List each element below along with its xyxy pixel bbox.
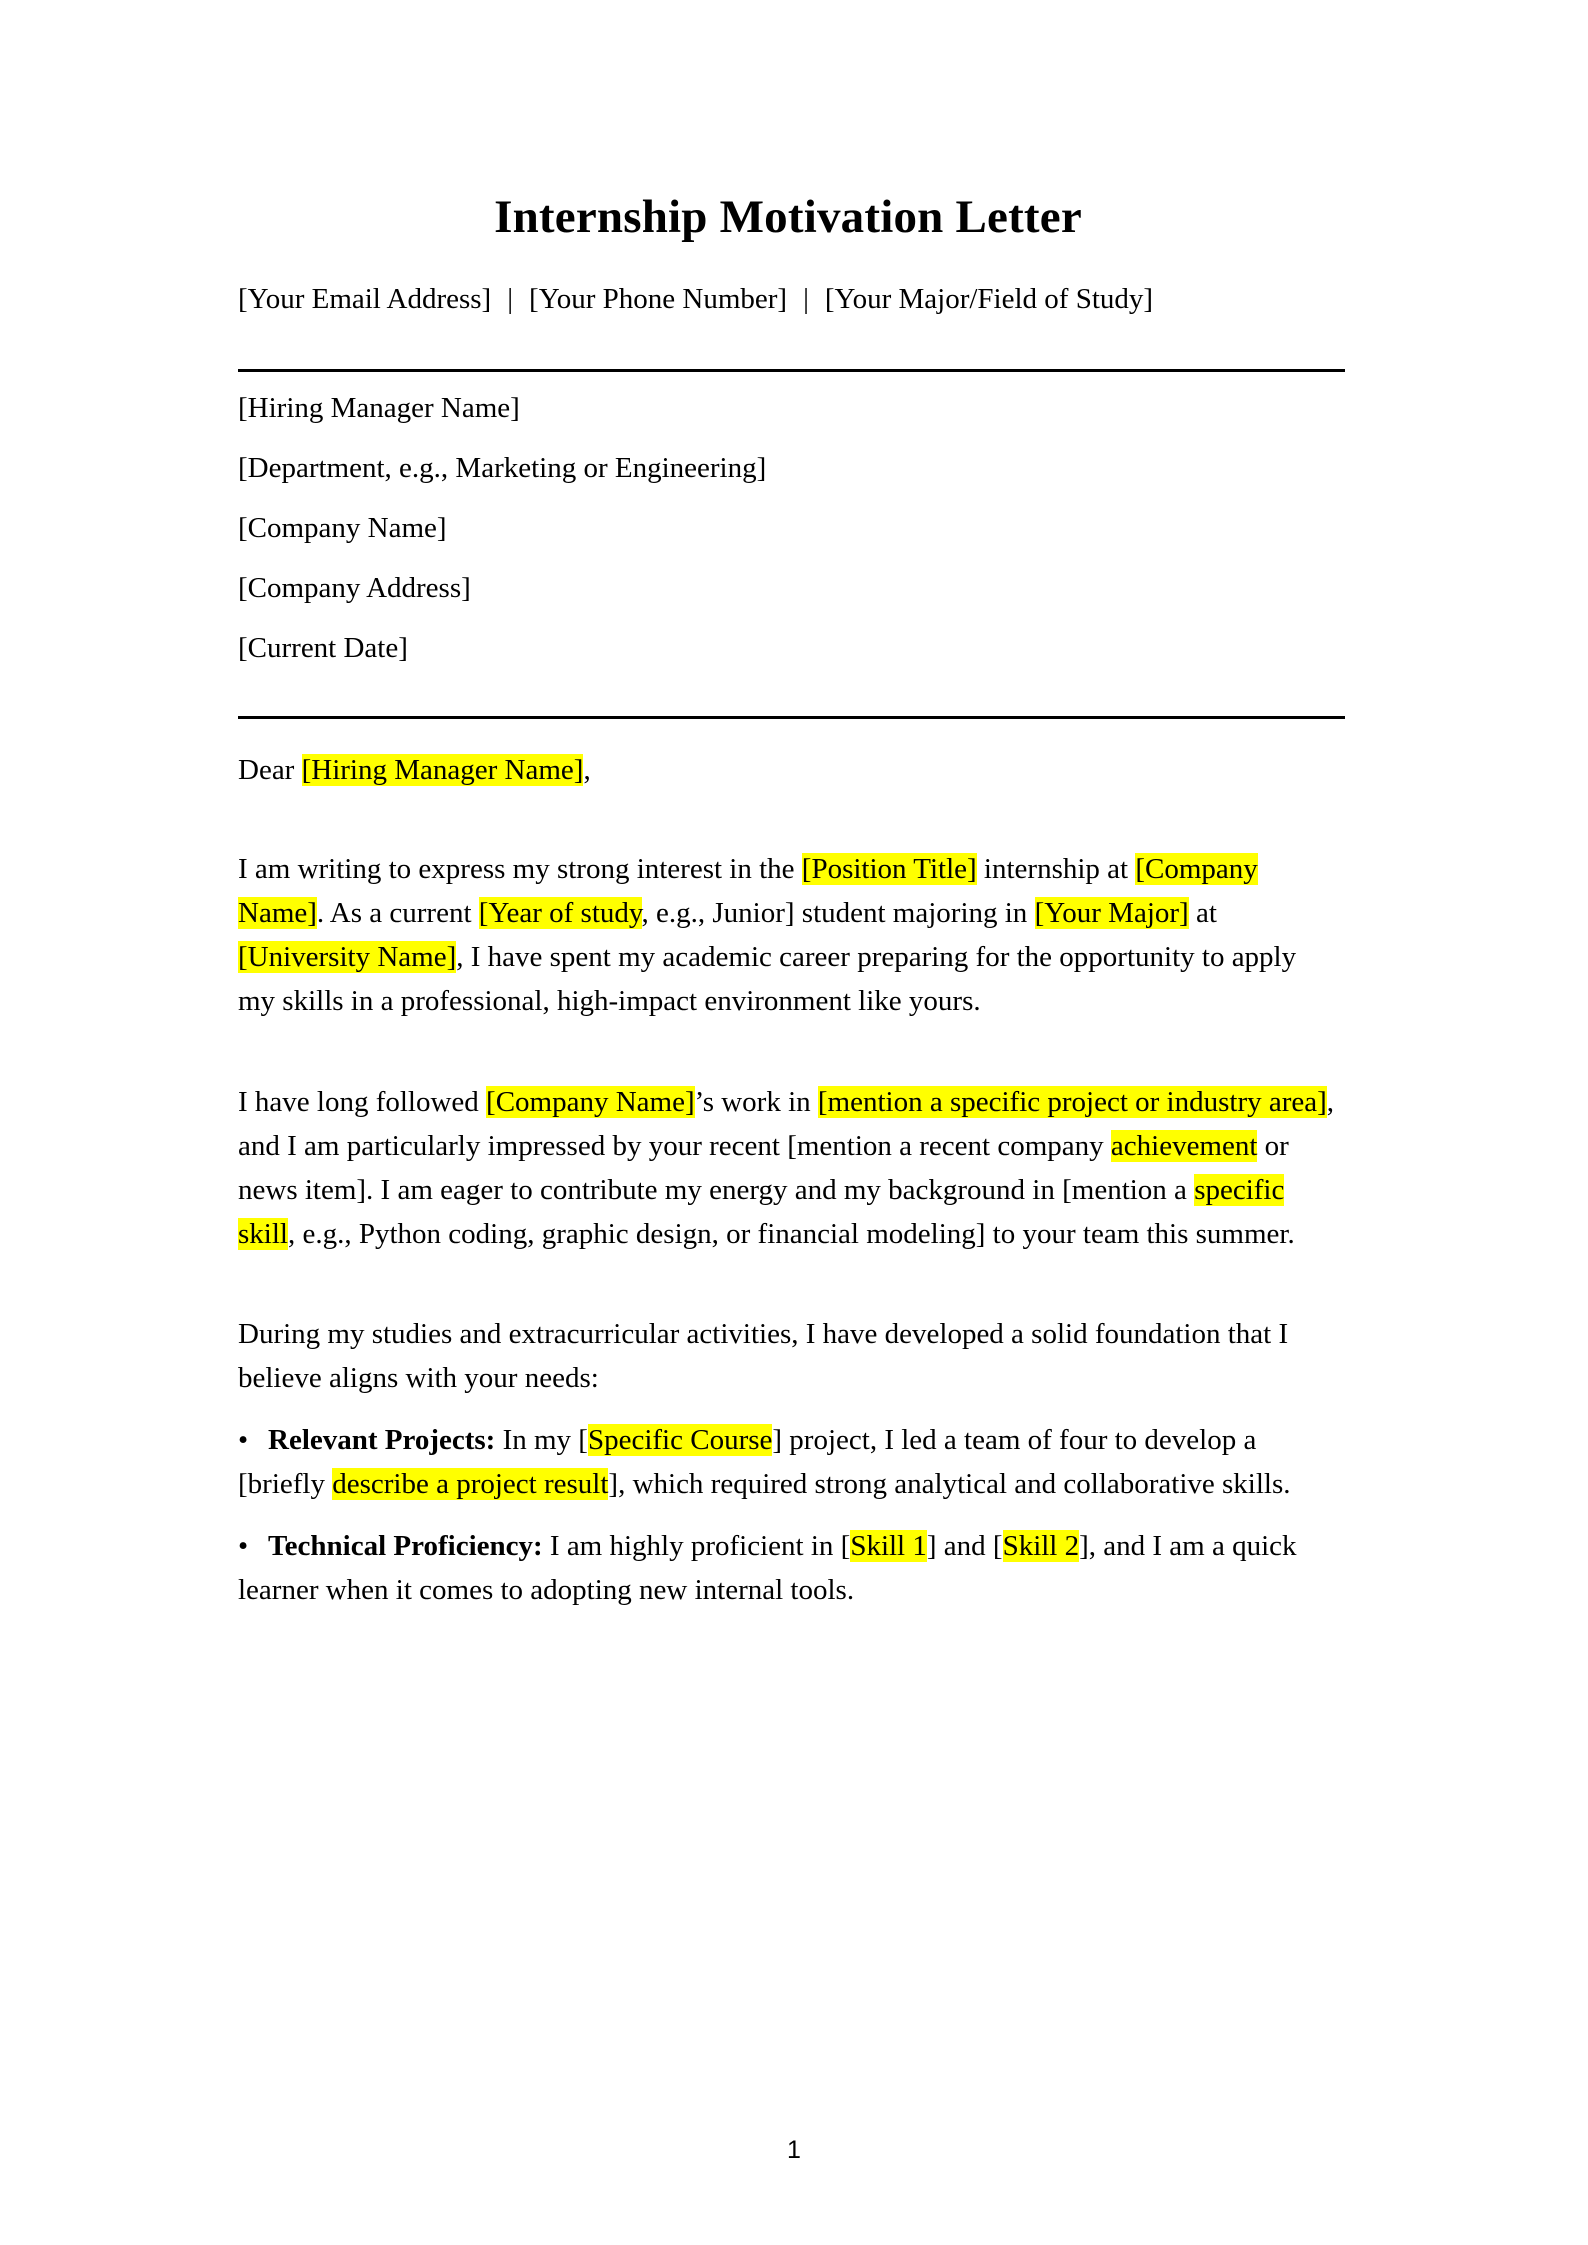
p1-highlight-company-name: [Company Name] (238, 853, 1258, 930)
bullet1-highlight-specific-course: Specific Course (587, 1424, 773, 1457)
p1-segment-6: , I have spent my academic career preparing for the opportunity to apply my skills in a professional, high-impact environment like yours. (238, 941, 1297, 1018)
p2-segment-5: , e.g., Python coding, graphic design, or financial modeling] to your team this summer. (287, 1217, 1295, 1250)
contact-separator-2: | (803, 283, 809, 316)
bullet1-highlight-project-result: describe a project result (332, 1468, 609, 1501)
body-paragraph-1 (238, 791, 1338, 1023)
salutation-prefix: Dear (238, 754, 302, 787)
bullet1-segment-3: ], which required strong analytical and collaborative skills. (608, 1468, 1291, 1501)
bullet-item-relevant-projects (238, 1400, 1338, 1506)
p2-segment-4: or news item]. I am eager to contribute my energy and my background in [mention a (238, 1129, 1289, 1206)
recipient-line-current-date: [Current Date] (238, 632, 408, 665)
p1-segment-4: , e.g., Junior] student majoring in (641, 897, 1035, 930)
bullet1-segment-1: In my [ (495, 1424, 588, 1457)
salutation-placeholder: [Hiring Manager Name] (301, 754, 584, 787)
salutation-suffix: , (583, 754, 591, 787)
bullet1-segment-2: ] project, I led a team of four to develop a [briefly (238, 1424, 1257, 1501)
document-content (238, 0, 1338, 1612)
recipient-address-block (238, 372, 1338, 694)
contact-major: [Your Major/Field of Study] (824, 283, 1154, 316)
p2-segment-2: ’s work in (694, 1085, 818, 1118)
bullet2-highlight-skill-2: Skill 2 (1002, 1530, 1080, 1563)
recipient-line-hiring-manager: [Hiring Manager Name] (238, 392, 520, 425)
p2-highlight-company-name: [Company Name] (486, 1085, 695, 1118)
p1-segment-1: I am writing to express my strong interest in the (238, 853, 802, 886)
body-paragraph-3: During my studies and extracurricular activities, I have developed a solid foundation that I believe aligns with your needs: (238, 1317, 1289, 1394)
p1-highlight-your-major: [Your Major] (1034, 897, 1189, 930)
contact-email: [Your Email Address] (238, 283, 492, 316)
contact-separator-1: | (507, 283, 514, 316)
bullet2-segment-1: I am highly proficient in [ (542, 1530, 851, 1563)
bullet2-segment-2: ] and [ (926, 1530, 1003, 1563)
p1-segment-2: internship at (976, 853, 1136, 886)
p2-highlight-specific-skill: specific skill (238, 1173, 1285, 1250)
p1-highlight-year-of-study: [Year of study (478, 897, 642, 930)
p1-segment-5: at (1188, 897, 1217, 930)
bullet2-segment-3: ], and I am a quick learner when it comes to adopting new internal tools. (238, 1530, 1297, 1607)
bullet-marker-icon: • (238, 1424, 249, 1457)
p1-segment-3: . As a current (316, 897, 479, 930)
recipient-line-company-name: [Company Name] (238, 512, 447, 545)
bullet-item-technical-proficiency (238, 1506, 1338, 1612)
p2-segment-3: , and I am particularly impressed by your recent [mention a recent company (238, 1085, 1335, 1162)
bullet-label-technical-proficiency: Technical Proficiency: (268, 1530, 543, 1563)
p2-segment-1: I have long followed (238, 1085, 487, 1118)
page-title: Internship Motivation Letter (494, 191, 1082, 243)
p2-highlight-project-or-industry: [mention a specific project or industry area] (817, 1085, 1327, 1118)
contact-phone: [Your Phone Number] (529, 283, 788, 316)
bullet-label-relevant-projects: Relevant Projects: (268, 1424, 496, 1457)
contact-line (238, 244, 1338, 319)
bullet2-highlight-skill-1: Skill 1 (850, 1530, 927, 1563)
p2-highlight-achievement: achievement (1110, 1129, 1258, 1162)
recipient-line-department: [Department, e.g., Marketing or Engineering] (238, 452, 767, 485)
bullet-marker-icon: • (238, 1530, 249, 1563)
body-paragraph-2 (238, 1024, 1338, 1256)
recipient-line-company-address: [Company Address] (238, 572, 471, 605)
salutation (238, 719, 1338, 791)
p1-highlight-position-title: [Position Title] (801, 853, 977, 886)
page-number: 1 (787, 2136, 801, 2164)
p1-highlight-university-name: [University Name] (238, 941, 457, 974)
